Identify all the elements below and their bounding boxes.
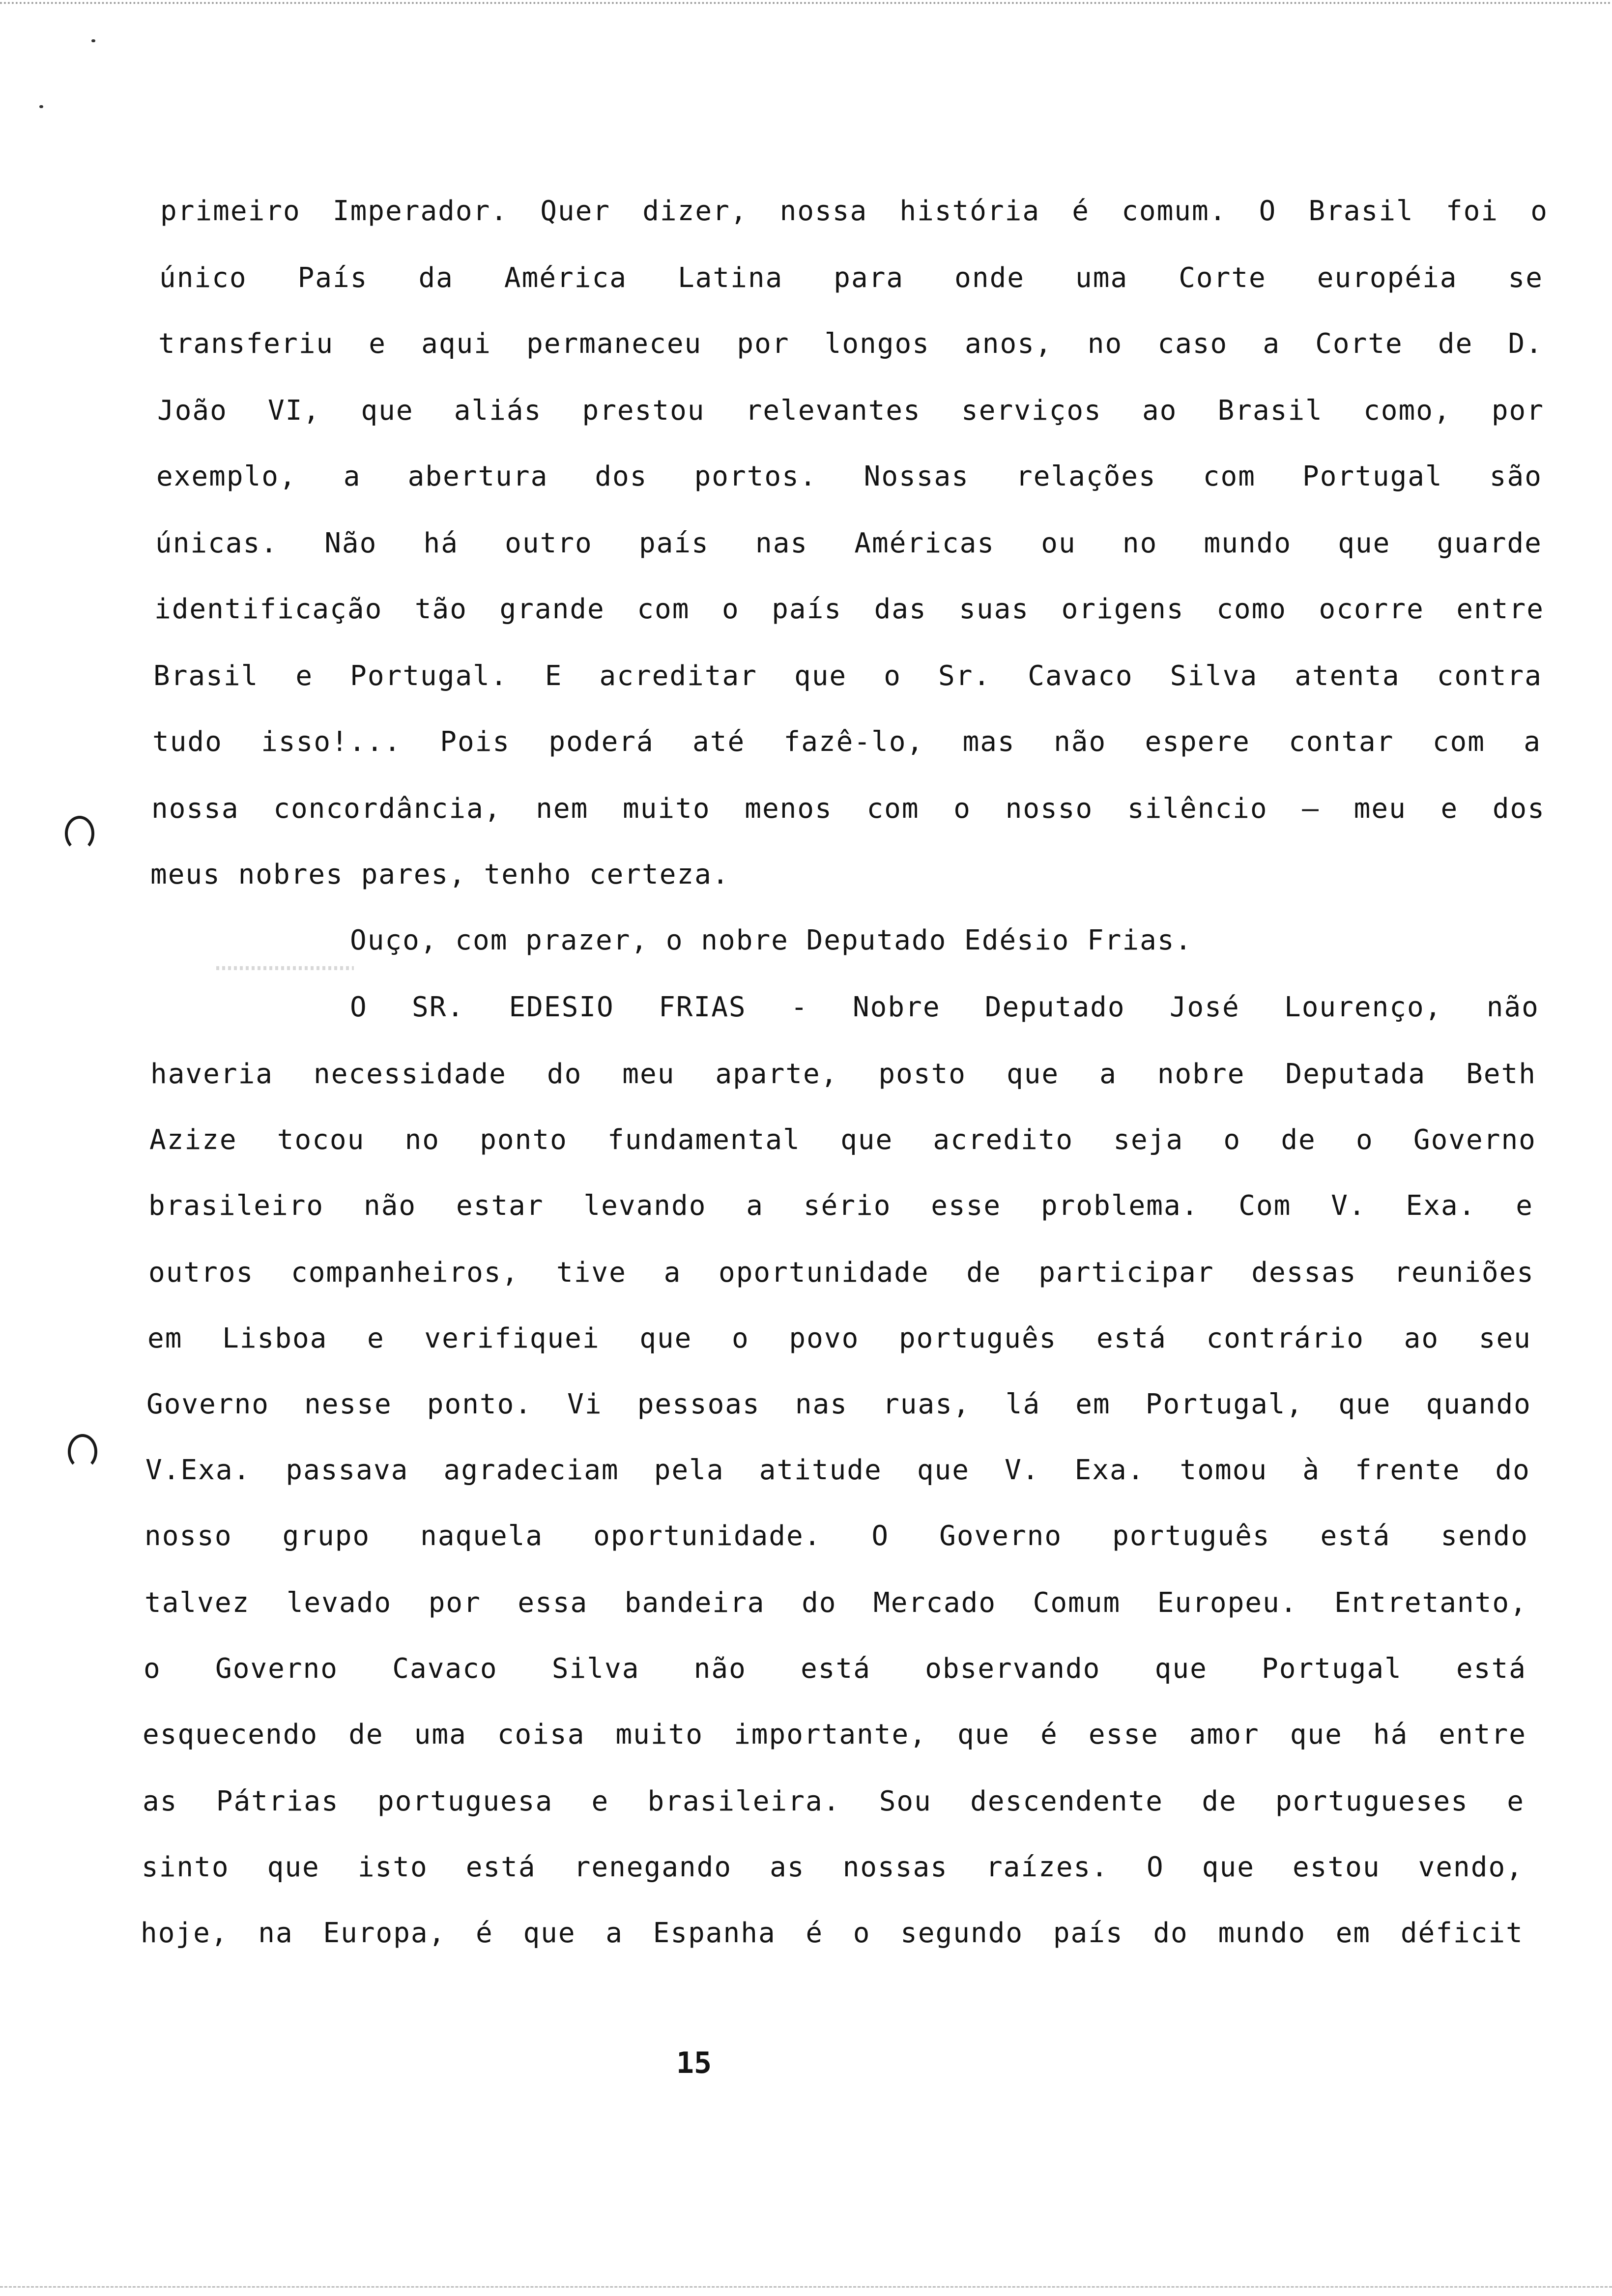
text-line: Ouço, com prazer, o nobre Deputado Edésio Frias.: [350, 924, 1193, 956]
text-line: primeiro Imperador. Quer dizer, nossa história é comum. O Brasil foi o: [160, 195, 1548, 227]
bottom-scan-edge: [0, 2286, 1612, 2288]
text-line: em Lisboa e verifiquei que o povo português está contrário ao seu: [147, 1322, 1531, 1354]
text-line: sinto que isto está renegando as nossas raízes. O que estou vendo,: [142, 1851, 1524, 1883]
punch-hole-icon: [68, 1434, 97, 1469]
text-line: o Governo Cavaco Silva não está observando que Portugal está: [144, 1653, 1526, 1685]
text-line: as Pátrias portuguesa e brasileira. Sou descendente de portugueses e: [143, 1785, 1525, 1817]
scan-smudge: [216, 966, 354, 970]
text-line: transferiu e aqui permaneceu por longos anos, no caso a Corte de D.: [158, 328, 1543, 360]
text-line: meus nobres pares, tenho certeza.: [150, 859, 730, 890]
text-line: tudo isso!... Pois poderá até fazê-lo, mas não espere contar com a: [152, 726, 1541, 758]
punch-hole-icon: [65, 816, 94, 851]
scan-speck: [39, 105, 43, 108]
page-number: 15: [676, 2046, 712, 2080]
speaker-line: O SR. EDESIO FRIAS - Nobre Deputado José Lourenço, não: [350, 991, 1539, 1023]
top-scan-edge: [0, 2, 1612, 4]
text-line: brasileiro não estar levando a sério esse problema. Com V. Exa. e: [148, 1190, 1533, 1222]
text-line: únicas. Não há outro país nas Américas ou no mundo que guarde: [155, 527, 1542, 559]
text-line: Azize tocou no ponto fundamental que acredito seja o de o Governo: [149, 1124, 1536, 1156]
text-line: Governo nesse ponto. Vi pessoas nas ruas, lá em Portugal, que quando: [146, 1388, 1531, 1420]
text-line: único País da América Latina para onde uma Corte européia se: [159, 262, 1543, 294]
scan-speck: [91, 39, 95, 42]
text-line: Brasil e Portugal. E acreditar que o Sr. Cavaco Silva atenta contra: [153, 660, 1542, 692]
text-line: nossa concordância, nem muito menos com o nosso silêncio — meu e dos: [151, 793, 1545, 825]
text-line: nosso grupo naquela oportunidade. O Governo português está sendo: [144, 1520, 1528, 1552]
text-line: haveria necessidade do meu aparte, posto que a nobre Deputada Beth: [150, 1058, 1536, 1090]
text-line: esquecendo de uma coisa muito importante, que é esse amor que há entre: [143, 1719, 1526, 1751]
text-line: hoje, na Europa, é que a Espanha é o segundo país do mundo em déficit: [141, 1917, 1524, 1949]
text-line: identificação tão grande com o país das suas origens como ocorre entre: [154, 593, 1544, 625]
text-line: outros companheiros, tive a oportunidade de participar dessas reuniões: [148, 1257, 1534, 1289]
text-line: exemplo, a abertura dos portos. Nossas relações com Portugal são: [156, 460, 1542, 492]
text-line: talvez levado por essa bandeira do Mercado Comum Europeu. Entretanto,: [144, 1587, 1527, 1619]
text-line: João VI, que aliás prestou relevantes serviços ao Brasil como, por: [157, 395, 1544, 427]
text-line: V.Exa. passava agradeciam pela atitude que V. Exa. tomou à frente do: [145, 1454, 1530, 1486]
